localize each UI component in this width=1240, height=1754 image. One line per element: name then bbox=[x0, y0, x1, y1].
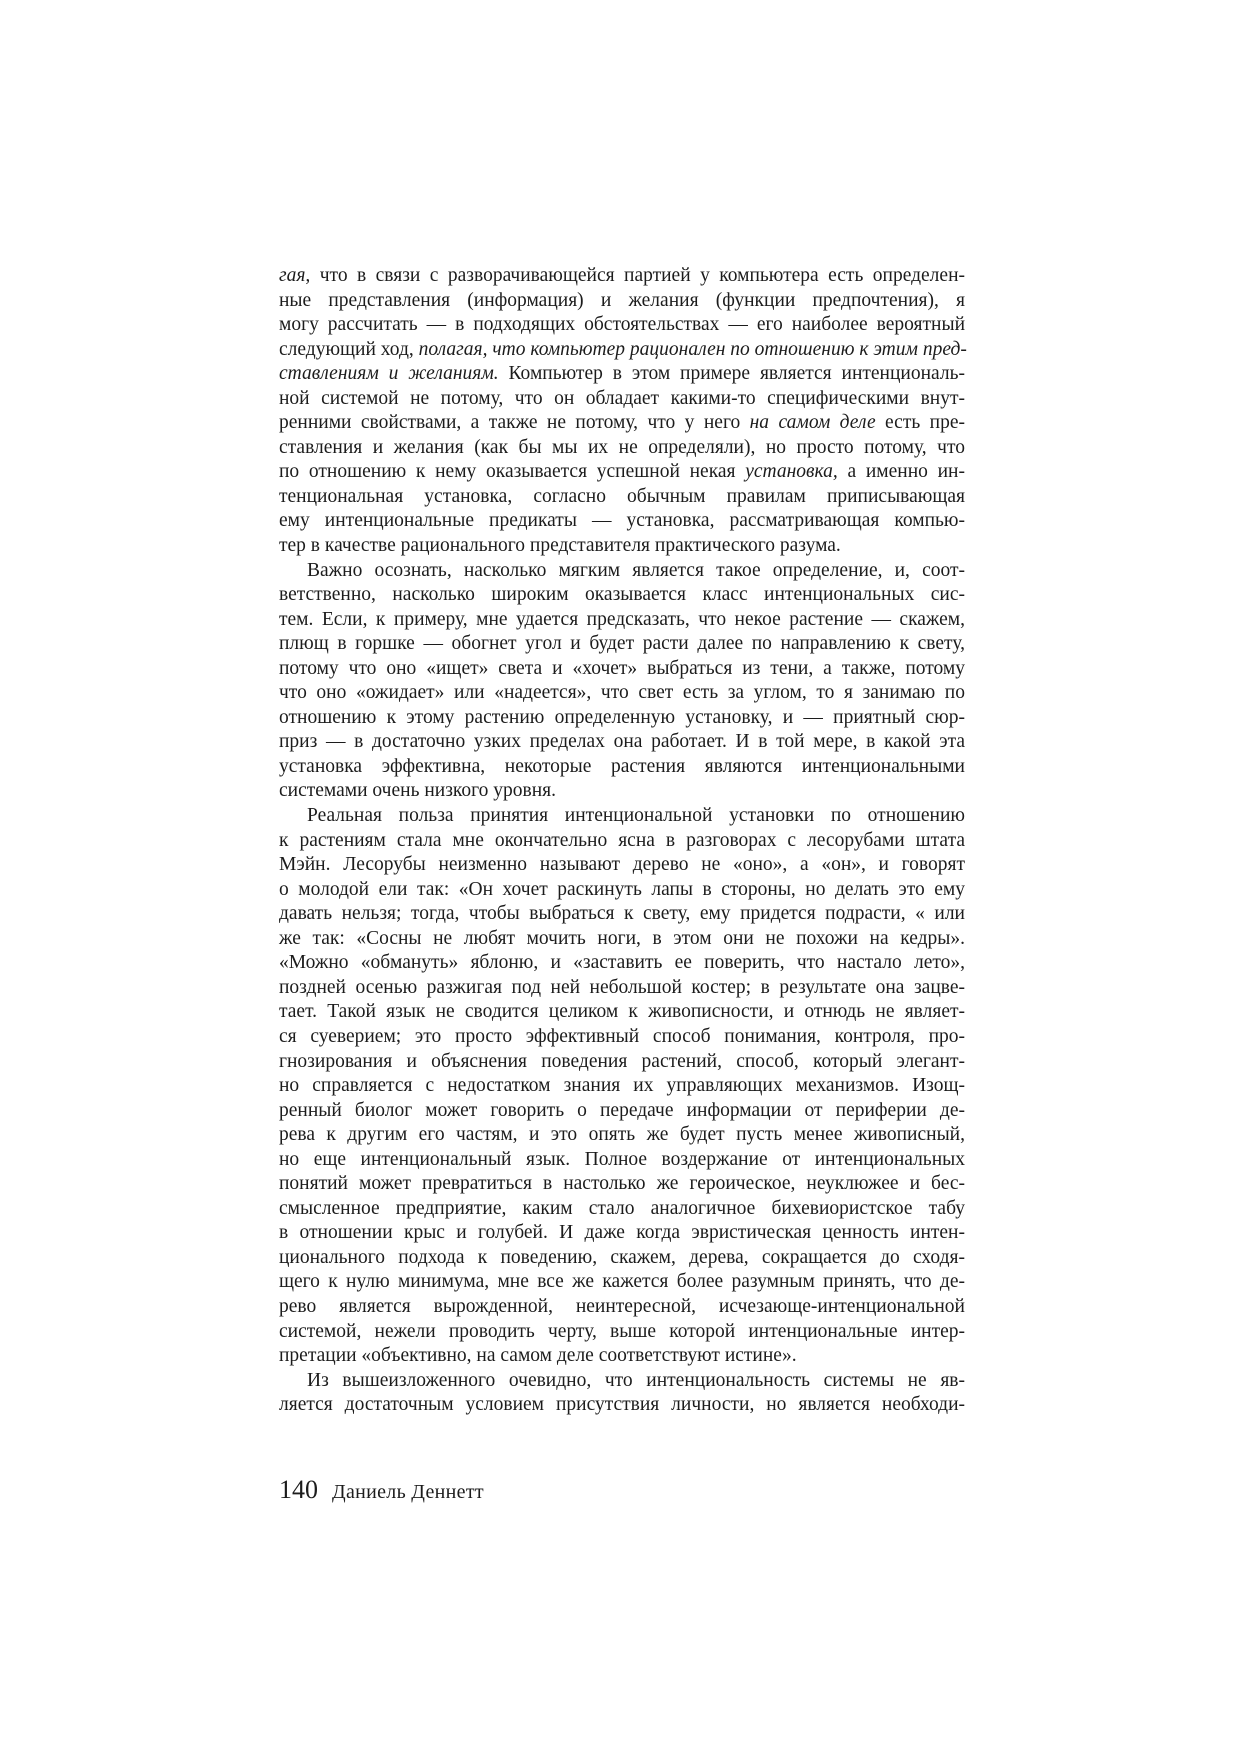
text-line bbox=[279, 1270, 965, 1295]
text-run: Важно осознать, насколько мягким является такое определение, и, соот- bbox=[307, 559, 965, 581]
text-run: но справляется с недостатком знания их управляющих механизмов. Изощ- bbox=[279, 1075, 965, 1097]
text-line bbox=[279, 608, 965, 633]
text-run: Мэйн. Лесорубы неизменно называют дерево не «оно», а «он», и говорят bbox=[279, 854, 965, 876]
text-run: потому что оно «ищет» света и «хочет» выбраться из тени, а также, потому bbox=[279, 657, 965, 679]
text-line bbox=[279, 1393, 965, 1418]
text-line bbox=[279, 264, 965, 289]
text-run: щего к нулю минимума, мне все же кажется более разумным принять, что де- bbox=[279, 1271, 965, 1293]
text-run: давать нельзя; тогда, чтобы выбраться к свету, ему придется подрасти, « или bbox=[279, 903, 965, 925]
page-footer bbox=[279, 1475, 484, 1505]
text-run: рево является вырожденной, неинтересной, исчезающе-интенциональной bbox=[279, 1295, 965, 1317]
text-line bbox=[279, 509, 965, 534]
text-line bbox=[279, 804, 965, 829]
text-run: ной системой не потому, что он обладает какими-то специфическими внут- bbox=[279, 387, 965, 409]
text-run: ся суеверием; это просто эффективный способ понимания, контроля, про- bbox=[279, 1025, 965, 1047]
text-line bbox=[279, 951, 965, 976]
text-line bbox=[279, 362, 965, 387]
text-run: понятий может превратиться в настолько же героическое, неуклюжее и бес- bbox=[279, 1173, 965, 1195]
text-line bbox=[279, 1197, 965, 1222]
text-line bbox=[279, 1369, 965, 1394]
page-number: 140 bbox=[279, 1475, 318, 1504]
text-run: системами очень низкого уровня. bbox=[279, 780, 557, 802]
body-text bbox=[279, 264, 965, 1418]
text-run: плющ в горшке — обогнет угол и будет расти далее по направлению к свету, bbox=[279, 633, 965, 655]
text-line bbox=[279, 1148, 965, 1173]
text-line bbox=[279, 1050, 965, 1075]
text-line bbox=[279, 706, 965, 731]
text-run: есть пре- bbox=[875, 412, 965, 434]
text-line bbox=[279, 1172, 965, 1197]
text-run: ставления и желания (как бы мы их не определяли), но просто потому, что bbox=[279, 436, 965, 458]
text-run: тер в качестве рационального представителя практического разума. bbox=[279, 535, 841, 557]
text-line bbox=[279, 289, 965, 314]
text-run: Из вышеизложенного очевидно, что интенциональность системы не яв- bbox=[307, 1369, 965, 1391]
text-line bbox=[279, 411, 965, 436]
text-run: тает. Такой язык не сводится целиком к живописности, и отнюдь не являет- bbox=[279, 1001, 965, 1023]
text-line bbox=[279, 829, 965, 854]
text-line bbox=[279, 1320, 965, 1345]
text-run: к растениям стала мне окончательно ясна в разговорах с лесорубами штата bbox=[279, 829, 965, 851]
text-line bbox=[279, 1221, 965, 1246]
text-run: что оно «ожидает» или «надеется», что свет есть за углом, то я занимаю по bbox=[279, 682, 965, 704]
text-line bbox=[279, 1099, 965, 1124]
text-line bbox=[279, 853, 965, 878]
text-run: рева к другим его частям, и это опять же будет пусть менее живописный, bbox=[279, 1124, 965, 1146]
text-line bbox=[279, 632, 965, 657]
text-run: тенциональная установка, согласно обычным правилам приписывающая bbox=[279, 485, 965, 507]
text-run: установка эффективна, некоторые растения являются интенциональными bbox=[279, 755, 965, 777]
italic-text: полагая, что компьютер рационален по отношению к этим пред- bbox=[418, 338, 967, 360]
text-line bbox=[279, 559, 965, 584]
italic-text: установка, bbox=[745, 461, 838, 483]
text-run: что в связи с разворачивающейся партией у компьютера есть определен- bbox=[310, 265, 965, 286]
text-run: тем. Если, к примеру, мне удается предсказать, что некое растение — скажем, bbox=[279, 608, 965, 630]
text-run: но еще интенциональный язык. Полное воздержание от интенциональных bbox=[279, 1148, 965, 1170]
text-line bbox=[279, 755, 965, 780]
text-run: ляется достаточным условием присутствия личности, но является необходи- bbox=[279, 1394, 965, 1416]
text-line bbox=[279, 1025, 965, 1050]
text-run: ветственно, насколько широким оказывается класс интенциональных сис- bbox=[279, 584, 965, 606]
text-run: ные представления (информация) и желания (функции предпочтения), я bbox=[279, 289, 965, 311]
text-line bbox=[279, 338, 965, 363]
text-line bbox=[279, 657, 965, 682]
text-line bbox=[279, 1123, 965, 1148]
text-run: ренный биолог может говорить о передаче информации от периферии де- bbox=[279, 1099, 965, 1121]
text-line bbox=[279, 1074, 965, 1099]
text-line bbox=[279, 313, 965, 338]
text-line bbox=[279, 1295, 965, 1320]
text-run: гнозирования и объяснения поведения растений, способ, который элегант- bbox=[279, 1050, 965, 1072]
text-line bbox=[279, 730, 965, 755]
text-line bbox=[279, 583, 965, 608]
text-run: ционального подхода к поведению, скажем, дерева, сокращается до сходя- bbox=[279, 1246, 965, 1268]
text-run: Компьютер в этом примере является интенциональ- bbox=[498, 363, 965, 385]
text-run: поздней осенью разжигая под ней небольшой костер; в результате она зацве- bbox=[279, 976, 965, 998]
text-line bbox=[279, 1344, 965, 1369]
text-run: Реальная польза принятия интенциональной установки по отношению bbox=[307, 805, 965, 827]
text-run: а именно ин- bbox=[837, 461, 965, 483]
text-run: же так: «Сосны не любят мочить ноги, в этом они не похожи на кедры». bbox=[279, 927, 965, 949]
text-line bbox=[279, 387, 965, 412]
text-run: приз — в достаточно узких пределах она работает. И в той мере, в какой эта bbox=[279, 731, 965, 753]
text-run: претации «объективно, на самом деле соответствуют истине». bbox=[279, 1345, 797, 1367]
text-run: могу рассчитать — в подходящих обстоятельствах — его наиболее вероятный bbox=[279, 314, 965, 336]
text-run: смысленное предприятие, каким стало аналогичное бихевиористское табу bbox=[279, 1197, 965, 1219]
text-line bbox=[279, 878, 965, 903]
italic-text: ставлениям и желаниям. bbox=[279, 363, 499, 385]
text-line bbox=[279, 534, 965, 559]
text-run: о молодой ели так: «Он хочет раскинуть лапы в стороны, но делать это ему bbox=[279, 878, 965, 900]
text-line bbox=[279, 1246, 965, 1271]
text-run: ренними свойствами, а также не потому, что у него bbox=[279, 412, 750, 434]
text-line bbox=[279, 485, 965, 510]
italic-text: на самом деле bbox=[749, 412, 876, 434]
text-line bbox=[279, 927, 965, 952]
text-run: системой, нежели проводить черту, выше которой интенциональные интер- bbox=[279, 1320, 965, 1342]
text-run: следующий ход, bbox=[279, 338, 419, 360]
text-line bbox=[279, 681, 965, 706]
text-run: «Можно «обмануть» яблоню, и «заставить ее поверить, что настало лето», bbox=[279, 952, 965, 974]
italic-text: гая, bbox=[279, 265, 311, 286]
text-line bbox=[279, 976, 965, 1001]
text-line bbox=[279, 779, 965, 804]
text-line bbox=[279, 902, 965, 927]
text-run: отношению к этому растению определенную установку, и — приятный сюр- bbox=[279, 706, 965, 728]
text-run: в отношении крыс и голубей. И даже когда эвристическая ценность интен- bbox=[279, 1222, 965, 1244]
text-line bbox=[279, 1000, 965, 1025]
running-head-author: Даниель Деннетт bbox=[332, 1481, 484, 1503]
text-line bbox=[279, 436, 965, 461]
text-line bbox=[279, 460, 965, 485]
text-run: по отношению к нему оказывается успешной некая bbox=[279, 461, 746, 483]
text-run: ему интенциональные предикаты — установка, рассматривающая компью- bbox=[279, 510, 965, 532]
